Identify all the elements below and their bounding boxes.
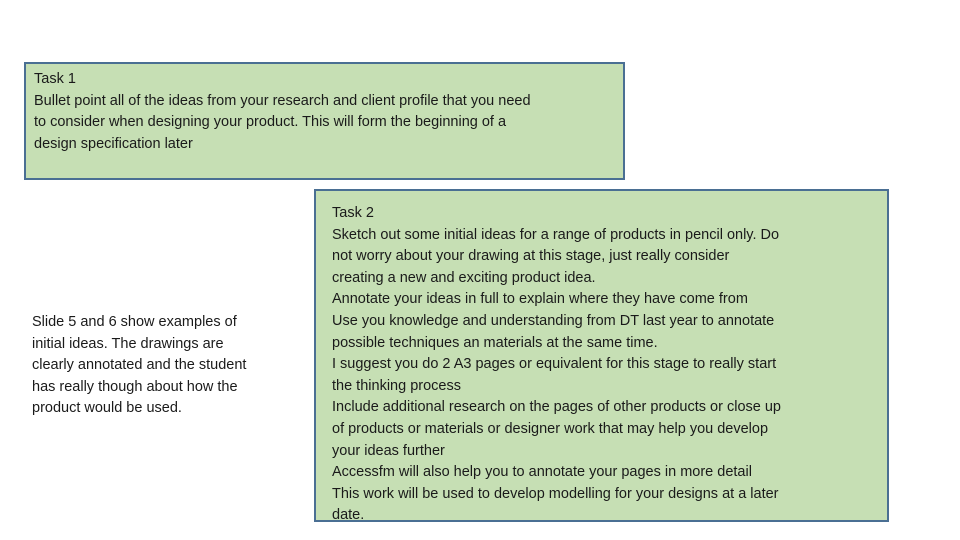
task-2-heading: Task 2 <box>332 205 374 221</box>
side-note-line: product would be used. <box>32 400 182 417</box>
task-2-text-line: possible techniques an materials at the same time. <box>332 334 658 351</box>
task-1-text-line: design specification later <box>34 135 193 152</box>
task-2-text-line: of products or materials or designer work that may help you develop <box>332 420 769 437</box>
task-2-text-line: not worry about your drawing at this stage, just really consider <box>332 248 730 265</box>
task-1-text-line: to consider when designing your product. This will form the beginning of a <box>34 114 507 131</box>
task-2-text-line: This work will be used to develop modelling for your designs at a later <box>332 485 779 502</box>
task-2-box <box>314 189 889 522</box>
task-2-text-line: I suggest you do 2 A3 pages or equivalent for this stage to really start <box>332 356 777 373</box>
task-2-text-line: Accessfm will also help you to annotate your pages in more detail <box>332 464 752 481</box>
task-2-text-line: Annotate your ideas in full to explain where they have come from <box>332 291 748 308</box>
side-note-line: has really though about how the <box>32 378 238 395</box>
task-2-text-line: your ideas further <box>332 442 445 459</box>
task-1-heading: Task 1 <box>34 71 76 87</box>
task-2-text-line: Include additional research on the pages of other products or close up <box>332 399 781 416</box>
task-2-text-line: the thinking process <box>332 377 461 394</box>
side-note <box>32 312 302 420</box>
task-2-text-line: Use you knowledge and understanding from DT last year to annotate <box>332 312 775 329</box>
side-note-line: clearly annotated and the student <box>32 357 247 374</box>
task-2-text-line: creating a new and exciting product idea. <box>332 269 596 286</box>
side-note-line: initial ideas. The drawings are <box>32 335 224 352</box>
task-2-text-line: date. <box>332 507 365 522</box>
side-note-line: Slide 5 and 6 show examples of <box>32 314 237 330</box>
task-1-box <box>24 62 625 180</box>
task-2-text-line: Sketch out some initial ideas for a range of products in pencil only. Do <box>332 226 780 243</box>
task-1-text-line: Bullet point all of the ideas from your research and client profile that you need <box>34 92 531 109</box>
